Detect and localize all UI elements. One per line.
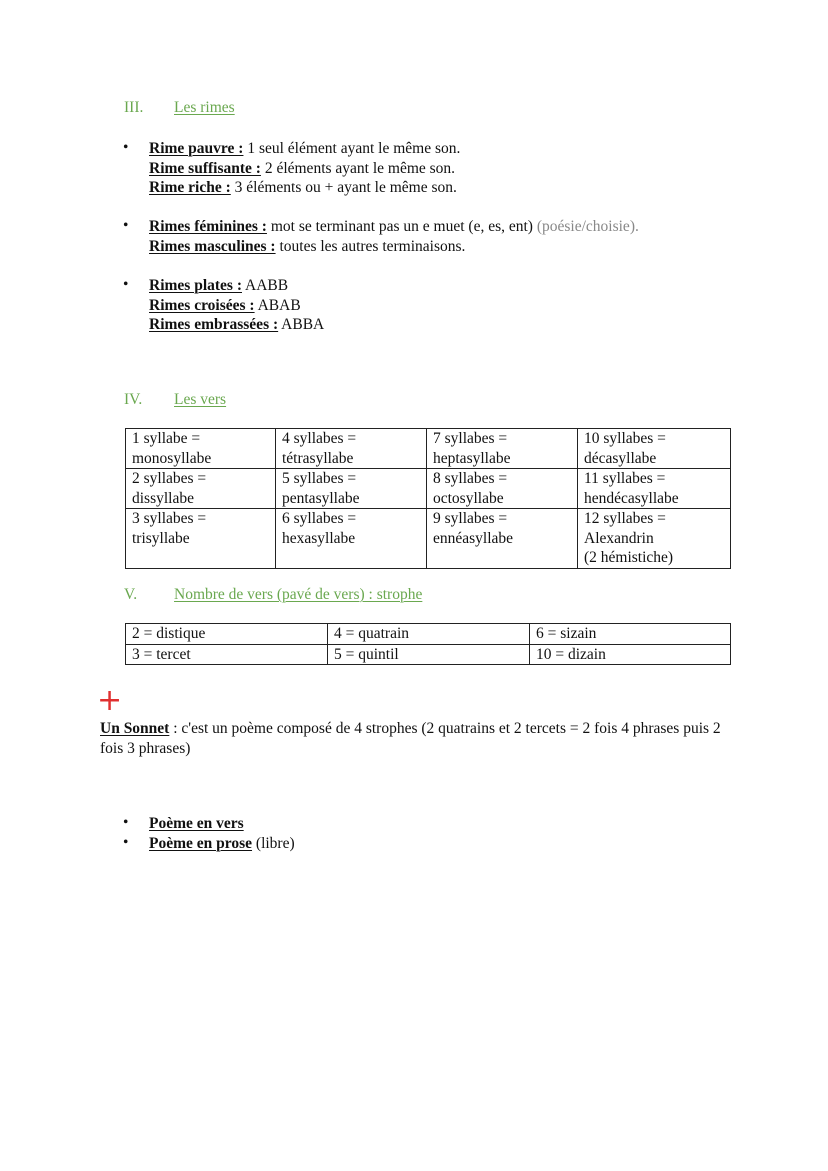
table-row <box>126 644 731 665</box>
definition-line <box>149 814 295 834</box>
cell-line: pentasyllabe <box>282 489 360 507</box>
cell-line: 5 syllabes = <box>282 470 357 487</box>
bullet-icon: • <box>123 833 129 851</box>
strophe-table <box>125 623 731 665</box>
cell-line: 4 syllabes = <box>282 430 357 447</box>
term: Rimes féminines : <box>149 218 267 235</box>
cell-line: 10 syllabes = <box>584 430 666 447</box>
cell-line: 3 = tercet <box>132 645 191 663</box>
definition: toutes les autres terminaisons. <box>275 237 466 255</box>
definition-line <box>149 834 295 854</box>
term: Rimes plates : <box>149 277 242 294</box>
definition-line <box>149 296 324 316</box>
term: Rimes masculines : <box>149 237 276 255</box>
definition: ABAB <box>254 296 301 314</box>
section-heading-vers <box>124 391 226 409</box>
definition: mot se terminant pas un e muet (e, es, ent) <box>266 218 537 235</box>
poem-types-list <box>120 814 295 853</box>
table-row <box>126 429 731 469</box>
rimes-group-2 <box>120 217 639 256</box>
cell-line: 2 = distique <box>132 625 206 642</box>
cell-line: monosyllabe <box>132 449 212 467</box>
bullet-icon: • <box>123 217 129 234</box>
cell-line: Alexandrin <box>584 529 654 547</box>
cell-line: 3 syllabes = <box>132 510 207 527</box>
definition-line <box>149 217 639 237</box>
table-row <box>126 469 731 509</box>
cell-line: 9 syllabes = <box>433 510 508 527</box>
definition-line <box>149 178 460 198</box>
term: Poème en vers <box>149 815 244 832</box>
section-title: Les rimes <box>174 99 235 116</box>
cell-line: 5 = quintil <box>334 645 399 663</box>
section-heading-strophe <box>124 586 422 604</box>
section-number: III. <box>124 99 144 116</box>
bullet-icon: • <box>123 276 129 293</box>
table-row <box>126 509 731 569</box>
cell-line: octosyllabe <box>433 489 504 507</box>
table-cell <box>126 624 328 645</box>
table-cell <box>126 469 276 509</box>
term: Un Sonnet <box>100 720 170 737</box>
list-item <box>120 834 295 854</box>
definition: ABBA <box>278 316 325 333</box>
definition-line <box>149 139 460 159</box>
term: Rime suffisante : <box>149 159 261 177</box>
table-cell <box>578 429 731 469</box>
table-cell <box>276 429 427 469</box>
plus-icon: + <box>97 683 123 718</box>
table-cell <box>427 469 578 509</box>
table-cell <box>126 429 276 469</box>
cell-line: hendécasyllabe <box>584 489 679 507</box>
table-cell <box>126 509 276 569</box>
section-title: Les vers <box>174 391 227 408</box>
cell-line: hexasyllabe <box>282 529 356 547</box>
section-title: Nombre de vers (pavé de vers) : strophe <box>174 586 423 603</box>
rimes-group-1 <box>120 139 460 198</box>
term: Rime pauvre : <box>149 140 244 157</box>
cell-line: (2 hémistiche) <box>584 549 674 566</box>
cell-line: décasyllabe <box>584 449 657 467</box>
list-item <box>120 217 639 256</box>
bullet-icon: • <box>123 139 129 156</box>
definition-line <box>149 315 324 335</box>
definition-line <box>149 237 639 257</box>
section-number: V. <box>124 586 138 603</box>
definition: : c'est un poème composé de 4 strophes (2 quatrains et 2 tercets = 2 fois 4 phrases puis 2 fois 3 phrases) <box>100 720 721 757</box>
rimes-group-3 <box>120 276 324 335</box>
term: Rime riche : <box>149 179 231 196</box>
table-cell <box>328 644 530 665</box>
definition: AABB <box>242 277 289 294</box>
table-cell <box>276 469 427 509</box>
definition: 2 éléments ayant le même son. <box>260 159 456 177</box>
example-note: (poésie/choisie). <box>536 218 639 235</box>
definition-line <box>149 159 460 179</box>
definition: (libre) <box>252 834 295 852</box>
definition-line <box>149 276 324 296</box>
cell-line: 7 syllabes = <box>433 430 508 447</box>
cell-line: 8 syllabes = <box>433 470 508 487</box>
cell-line: 4 = quatrain <box>334 625 410 642</box>
table-cell <box>578 509 731 569</box>
cell-line: trisyllabe <box>132 529 190 547</box>
section-number: IV. <box>124 391 143 408</box>
term: Poème en prose <box>149 834 253 852</box>
table-cell <box>328 624 530 645</box>
cell-line: 12 syllabes = <box>584 510 666 527</box>
cell-line: 11 syllabes = <box>584 470 666 487</box>
bullet-icon: • <box>123 814 129 831</box>
definition: 1 seul élément ayant le même son. <box>243 140 461 157</box>
cell-line: 6 = sizain <box>536 625 597 642</box>
table-cell <box>427 509 578 569</box>
list-item <box>120 276 324 335</box>
term: Rimes embrassées : <box>149 316 279 333</box>
list-item <box>120 139 460 198</box>
section-heading-rimes <box>124 99 235 117</box>
table-cell <box>530 624 731 645</box>
table-cell <box>427 429 578 469</box>
cell-line: ennéasyllabe <box>433 529 514 547</box>
cell-line: 6 syllabes = <box>282 510 357 527</box>
table-cell <box>126 644 328 665</box>
table-cell <box>578 469 731 509</box>
cell-line: 2 syllabes = <box>132 470 207 487</box>
table-cell <box>276 509 427 569</box>
cell-line: heptasyllabe <box>433 449 511 467</box>
cell-line: tétrasyllabe <box>282 449 354 467</box>
list-item <box>120 814 295 834</box>
sonnet-paragraph <box>100 719 740 758</box>
term: Rimes croisées : <box>149 296 255 314</box>
cell-line: dissyllabe <box>132 489 194 507</box>
syllables-table <box>125 428 731 569</box>
cell-line: 10 = dizain <box>536 645 606 663</box>
cell-line: 1 syllabe = <box>132 430 201 447</box>
table-cell <box>530 644 731 665</box>
table-row <box>126 624 731 645</box>
definition: 3 éléments ou + ayant le même son. <box>230 179 457 196</box>
